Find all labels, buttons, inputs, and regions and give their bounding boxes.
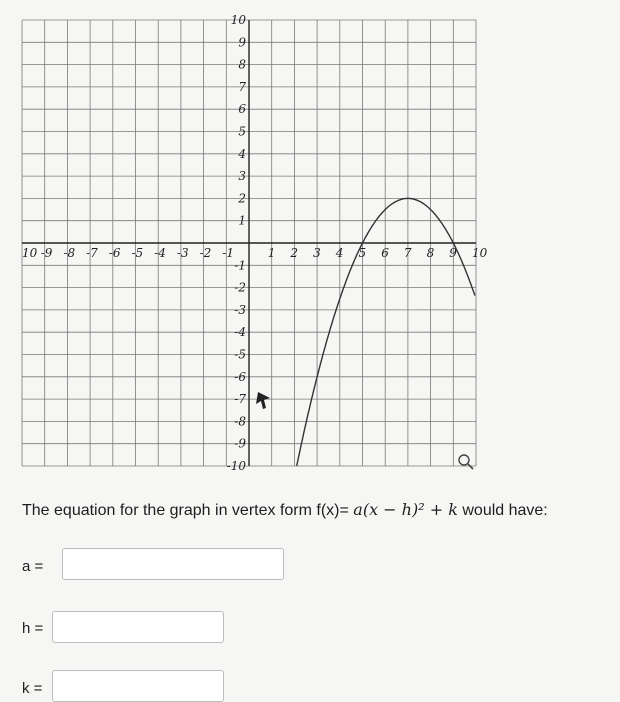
h-label: h = [22,620,44,637]
x-tick-label: 10 [22,246,38,260]
a-row [22,558,48,575]
y-tick-label: 3 [238,169,246,184]
x-tick-label: 5 [358,246,367,260]
x-tick-label: 2 [290,246,299,260]
x-tick-label: -4 [154,246,166,260]
y-tick-label: -1 [234,258,246,273]
y-tick-label: 2 [238,191,246,206]
y-tick-label: -2 [234,280,246,295]
x-tick-label: -9 [40,246,53,260]
x-tick-label: 8 [426,246,435,260]
question-prompt [22,500,548,520]
k-label: k = [22,680,43,697]
y-tick-label: -7 [234,392,246,407]
x-tick-label: -8 [63,246,76,260]
y-tick-label: 9 [238,35,246,50]
x-tick-label: -5 [131,246,144,260]
prompt-text: The equation for the graph in vertex form f(x)= [22,502,349,519]
x-tick-label: 6 [381,246,389,260]
y-tick-label: -10 [226,459,246,473]
k-row [22,680,48,697]
k-input[interactable] [52,670,224,702]
x-tick-label: 3 [313,246,321,260]
a-input[interactable] [62,548,284,580]
y-tick-label: -6 [234,369,246,384]
x-tick-label: -1 [222,246,235,260]
y-tick-label: -4 [234,325,246,340]
y-tick-label: 6 [238,102,246,117]
x-tick-label: 1 [267,246,276,260]
x-tick-label: -3 [176,246,189,260]
x-tick-labels [22,246,488,260]
a-label: a = [22,558,44,575]
vertex-form-formula: a(x − h)² + k [353,500,458,519]
x-tick-label: 10 [472,246,488,260]
h-row [22,620,48,637]
cursor-arrow-icon [256,392,270,409]
x-tick-label: 4 [335,246,344,260]
prompt-text-end: would have: [462,502,548,519]
x-tick-label: -2 [199,246,212,260]
y-tick-label: -9 [234,436,246,451]
zoom-icon[interactable] [459,455,473,469]
y-tick-label: 7 [238,79,246,94]
y-tick-label: 5 [238,124,246,139]
y-tick-label: 4 [238,146,246,161]
y-tick-label: -8 [234,414,246,429]
y-tick-label: 8 [238,57,246,72]
x-tick-label: 9 [449,246,457,260]
y-tick-label: 1 [238,213,246,228]
x-tick-label: -7 [86,246,98,260]
y-tick-label: -3 [234,302,246,317]
x-tick-label: -6 [108,246,121,260]
h-input[interactable] [52,611,224,643]
x-tick-label: 7 [403,246,412,260]
y-tick-label: -5 [234,347,246,362]
y-tick-label: 10 [230,13,246,27]
